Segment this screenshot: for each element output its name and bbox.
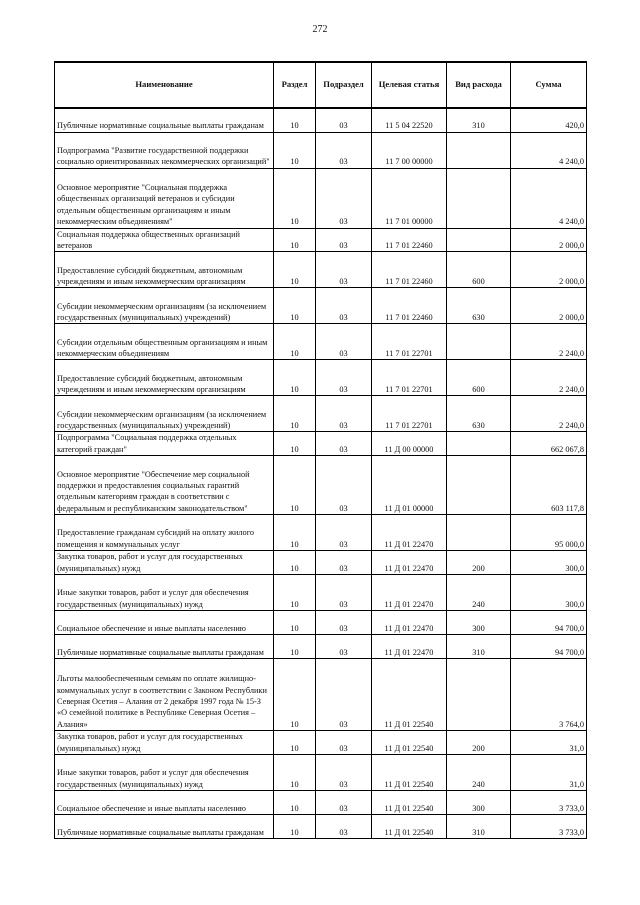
row-subsection: 03 [316,396,372,432]
row-name: Социальное обеспечение и иные выплаты населению [55,611,274,635]
row-subsection: 03 [316,228,372,252]
header-subsection: Подраздел [316,62,372,108]
row-sum: 2 000,0 [511,252,587,288]
row-target: 11 7 01 22460 [372,288,447,324]
row-section: 10 [274,551,316,575]
header-section: Раздел [274,62,316,108]
row-subsection: 03 [316,815,372,839]
row-subsection: 03 [316,132,372,168]
row-expense-type [447,515,511,551]
row-name: Публичные нормативные социальные выплаты гражданам [55,635,274,659]
header-sum: Сумма [511,62,587,108]
row-name: Иные закупки товаров, работ и услуг для обеспечения государственных (муниципальных) нужд [55,575,274,611]
row-subsection: 03 [316,288,372,324]
header-name: Наименование [55,62,274,108]
row-sum: 662 067,8 [511,432,587,456]
row-name: Публичные нормативные социальные выплаты гражданам [55,815,274,839]
row-target: 11 Д 01 22540 [372,791,447,815]
row-name: Предоставление субсидий бюджетным, автономным учреждениям и иным некоммерческим организациям [55,360,274,396]
row-section: 10 [274,815,316,839]
row-name: Предоставление гражданам субсидий на оплату жилого помещения и коммунальных услуг [55,515,274,551]
row-expense-type [447,132,511,168]
row-name: Закупка товаров, работ и услуг для государственных (муниципальных) нужд [55,551,274,575]
row-expense-type: 240 [447,575,511,611]
row-expense-type [447,324,511,360]
table-row [55,755,587,791]
row-section: 10 [274,635,316,659]
header-target: Целевая статья [372,62,447,108]
row-target: 11 Д 01 22540 [372,815,447,839]
row-target: 11 Д 01 22540 [372,659,447,731]
row-subsection: 03 [316,360,372,396]
row-section: 10 [274,456,316,515]
row-name: Льготы малообеспеченным семьям по оплате жилищно-коммунальных услуг в соответствии с Законом Республики Северная Осетия – Алания от 2 декабря 1997 года № 15-З «О семейной политике в Республике Северная Осетия – Алания» [55,659,274,731]
row-expense-type [447,168,511,228]
row-expense-type: 200 [447,731,511,755]
row-sum: 4 240,0 [511,168,587,228]
row-name: Субсидии отдельным общественным организациям и иным некоммерческим объединениям [55,324,274,360]
row-expense-type: 300 [447,791,511,815]
row-sum: 300,0 [511,551,587,575]
row-expense-type: 630 [447,288,511,324]
row-name: Иные закупки товаров, работ и услуг для обеспечения государственных (муниципальных) нужд [55,755,274,791]
row-expense-type: 310 [447,815,511,839]
row-target: 11 Д 01 22470 [372,575,447,611]
row-sum: 2 240,0 [511,360,587,396]
row-sum: 2 240,0 [511,396,587,432]
row-expense-type: 600 [447,252,511,288]
row-target: 11 5 04 22520 [372,108,447,132]
budget-table [54,61,587,839]
row-target: 11 7 01 22460 [372,228,447,252]
row-subsection: 03 [316,168,372,228]
table-row [55,575,587,611]
table-row [55,515,587,551]
table-row [55,168,587,228]
table-row [55,611,587,635]
row-target: 11 7 01 00000 [372,168,447,228]
row-section: 10 [274,288,316,324]
row-sum: 31,0 [511,731,587,755]
row-subsection: 03 [316,108,372,132]
row-target: 11 7 00 00000 [372,132,447,168]
table-row [55,228,587,252]
row-subsection: 03 [316,731,372,755]
row-target: 11 Д 01 22470 [372,635,447,659]
row-section: 10 [274,755,316,791]
row-section: 10 [274,360,316,396]
row-subsection: 03 [316,252,372,288]
row-section: 10 [274,108,316,132]
table-row [55,432,587,456]
row-target: 11 Д 00 00000 [372,432,447,456]
row-name: Предоставление субсидий бюджетным, автономным учреждениям и иным некоммерческим организациям [55,252,274,288]
row-section: 10 [274,659,316,731]
row-subsection: 03 [316,755,372,791]
header-expense-type: Вид расхода [447,62,511,108]
row-sum: 94 700,0 [511,635,587,659]
row-section: 10 [274,611,316,635]
row-subsection: 03 [316,515,372,551]
row-sum: 31,0 [511,755,587,791]
row-name: Субсидии некоммерческим организациям (за исключением государственных (муниципальных) учреждений) [55,396,274,432]
row-name: Социальное обеспечение и иные выплаты населению [55,791,274,815]
row-target: 11 7 01 22701 [372,324,447,360]
row-expense-type [447,456,511,515]
row-sum: 603 117,8 [511,456,587,515]
page-number: 272 [312,24,328,35]
row-subsection: 03 [316,791,372,815]
table-row [55,396,587,432]
row-subsection: 03 [316,432,372,456]
row-target: 11 Д 01 22540 [372,755,447,791]
row-subsection: 03 [316,575,372,611]
row-name: Закупка товаров, работ и услуг для государственных (муниципальных) нужд [55,731,274,755]
row-section: 10 [274,228,316,252]
table-row [55,288,587,324]
row-target: 11 7 01 22701 [372,360,447,396]
row-sum: 3 733,0 [511,815,587,839]
row-name: Социальная поддержка общественных организаций ветеранов [55,228,274,252]
row-subsection: 03 [316,456,372,515]
row-section: 10 [274,396,316,432]
row-section: 10 [274,324,316,360]
row-target: 11 7 01 22460 [372,252,447,288]
row-subsection: 03 [316,659,372,731]
row-expense-type: 630 [447,396,511,432]
row-target: 11 Д 01 22470 [372,611,447,635]
row-name: Основное мероприятие "Обеспечение мер социальной поддержки и предоставления социальных гарантий отдельным категориям граждан в соответствии с федеральным и республиканским законодательством" [55,456,274,515]
table-row [55,635,587,659]
row-target: 11 Д 01 22470 [372,551,447,575]
table-header-row [55,62,587,108]
row-subsection: 03 [316,635,372,659]
table-row [55,360,587,396]
row-section: 10 [274,168,316,228]
table-row [55,659,587,731]
row-section: 10 [274,432,316,456]
row-section: 10 [274,791,316,815]
table-row [55,815,587,839]
row-expense-type: 310 [447,108,511,132]
row-sum: 95 000,0 [511,515,587,551]
table-row [55,456,587,515]
row-section: 10 [274,252,316,288]
row-expense-type: 300 [447,611,511,635]
table-row [55,108,587,132]
row-subsection: 03 [316,551,372,575]
row-name: Основное мероприятие "Социальная поддержка общественных организаций ветеранов и субсидии отдельным общественным организациям и иным некоммерческим объединениям" [55,168,274,228]
row-expense-type [447,228,511,252]
table-row [55,731,587,755]
row-section: 10 [274,731,316,755]
table-row [55,324,587,360]
table-row [55,791,587,815]
row-subsection: 03 [316,324,372,360]
table-row [55,551,587,575]
row-target: 11 Д 01 22470 [372,515,447,551]
row-sum: 3 733,0 [511,791,587,815]
row-sum: 2 240,0 [511,324,587,360]
row-sum: 2 000,0 [511,228,587,252]
row-section: 10 [274,515,316,551]
row-target: 11 Д 01 00000 [372,456,447,515]
row-target: 11 Д 01 22540 [372,731,447,755]
row-section: 10 [274,575,316,611]
row-sum: 3 764,0 [511,659,587,731]
row-sum: 2 000,0 [511,288,587,324]
row-expense-type: 240 [447,755,511,791]
row-name: Подпрограмма "Социальная поддержка отдельных категорий граждан" [55,432,274,456]
row-sum: 300,0 [511,575,587,611]
row-sum: 4 240,0 [511,132,587,168]
row-section: 10 [274,132,316,168]
row-name: Подпрограмма "Развитие государственной поддержки социально ориентированных некоммерческих организаций" [55,132,274,168]
row-sum: 94 700,0 [511,611,587,635]
row-subsection: 03 [316,611,372,635]
row-expense-type: 310 [447,635,511,659]
row-sum: 420,0 [511,108,587,132]
row-name: Субсидии некоммерческим организациям (за исключением государственных (муниципальных) учреждений) [55,288,274,324]
row-expense-type: 200 [447,551,511,575]
table-row [55,252,587,288]
row-name: Публичные нормативные социальные выплаты гражданам [55,108,274,132]
table-row [55,132,587,168]
row-expense-type [447,659,511,731]
row-target: 11 7 01 22701 [372,396,447,432]
row-expense-type: 600 [447,360,511,396]
row-expense-type [447,432,511,456]
